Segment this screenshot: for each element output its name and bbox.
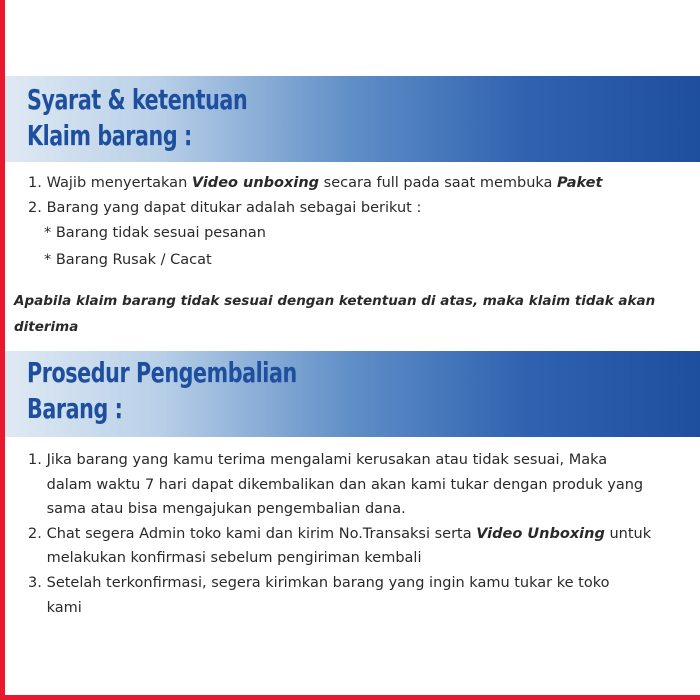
section2-heading-banner [5,351,700,437]
item-number: 1. [28,452,42,468]
section1-item-2 [28,196,602,221]
item-text: Barang yang dapat ditukar adalah sebagai berikut : [46,199,422,216]
section2-procedure-list [28,448,651,620]
section2-item-1-line2 [28,473,651,498]
section1-item-1 [28,171,602,196]
item-number: 1. [28,175,42,191]
section1-sub-item-1 [28,220,602,247]
item-number: 2. [28,199,42,216]
section2-item-3-line2 [28,596,651,621]
item-number: 3. [28,574,42,591]
section2-item-3-line1 [28,571,651,596]
item-bold-text: Video unboxing [191,175,320,191]
item-text: untuk [604,525,652,542]
note-line-1: Apabila klaim barang tidak sesuai dengan ketentuan di atas, maka klaim tidak akan [14,293,656,309]
section2-title-line2: Barang : [27,392,123,425]
section2-item-2-line1 [28,522,651,547]
section1-terms-list [28,171,602,274]
item-text: melakukan konfirmasi sebelum pengiriman kembali [46,550,422,567]
claim-note [14,288,698,340]
section1-sub-item-2 [28,247,602,274]
section1-title-line1: Syarat & ketentuan [27,83,248,116]
sub-item-text: * Barang tidak sesuai pesanan [44,225,266,242]
sub-item-text: * Barang Rusak / Cacat [44,252,212,269]
item-bold-text: Video Unboxing [476,525,605,542]
item-text: secara full pada saat membuka [319,175,558,191]
section2-item-1-line3 [28,497,651,522]
item-text: dalam waktu 7 hari dapat dikembalikan dan akan kami tukar dengan produk yang [46,476,644,493]
item-text: Jika barang yang kamu terima mengalami kerusakan atau tidak sesuai, Maka [46,452,608,468]
section2-item-1-line1 [28,448,651,473]
item-number: 2. [28,525,42,542]
section2-title-line1: Prosedur Pengembalian [27,356,297,389]
section1-heading-banner [5,76,700,162]
item-text: sama atau bisa mengajukan pengembalian dana. [46,501,406,518]
item-text: Chat segera Admin toko kami dan kirim No.Transaksi serta [46,525,477,542]
item-text: Setelah terkonfirmasi, segera kirimkan barang yang ingin kamu tukar ke toko [46,574,610,591]
item-text: Wajib menyertakan [46,175,192,191]
item-bold-text: Paket [557,175,603,191]
section1-title-line2: Klaim barang : [27,119,192,152]
section2-item-2-line2 [28,546,651,571]
note-line-2: diterima [14,319,79,335]
item-text: kami [46,599,82,616]
